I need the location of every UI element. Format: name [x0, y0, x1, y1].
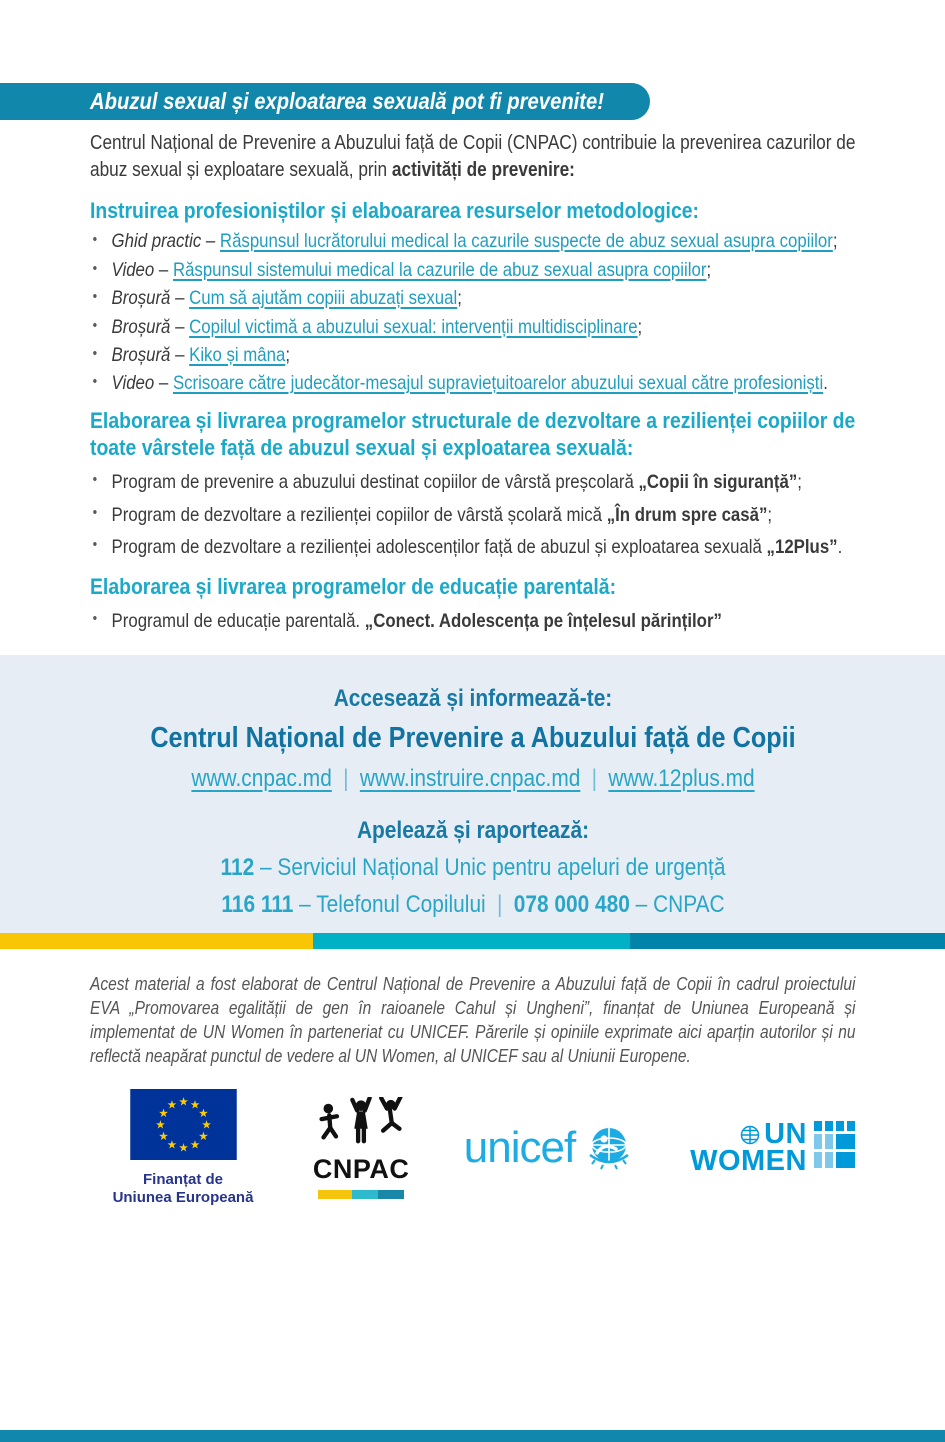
unwomen-un-text: UN: [764, 1117, 807, 1150]
svg-text:★: ★: [166, 1097, 177, 1112]
separator: |: [343, 764, 349, 792]
cnpac-logo: [313, 1097, 409, 1199]
punctuation: ;: [706, 258, 712, 281]
dash: –: [170, 343, 190, 366]
phone-number: 078 000 480: [513, 890, 630, 918]
program-text: Programul de educație parentală.: [111, 609, 365, 632]
phone-text: – CNPAC: [629, 890, 725, 918]
stripe-blue-segment: [630, 933, 945, 949]
unicef-logo: [464, 1122, 635, 1174]
phone-text: – Telefonul Copilului: [293, 890, 486, 918]
program-text: Program de prevenire a abuzului destinat copiilor de vârstă preșcolară: [111, 471, 639, 494]
unwomen-women-text: WOMEN: [690, 1145, 807, 1178]
resource-type-label: Video: [111, 258, 155, 281]
resource-type-label: Ghid practic: [111, 230, 202, 253]
cnpac-wordmark: CNPAC: [312, 1154, 410, 1185]
list-item: [90, 343, 855, 368]
unicef-emblem-icon: [583, 1122, 635, 1174]
resource-type-label: Broșură: [111, 287, 171, 310]
resource-link[interactable]: Copilul victimă a abuzului sexual: intervenții multidisciplinare: [189, 315, 638, 338]
list-item: [90, 532, 855, 563]
access-heading: Accesează și informează-te:: [333, 684, 613, 712]
punctuation: .: [837, 535, 843, 558]
list-item: [90, 258, 855, 283]
bottom-accent-bar: [0, 1430, 945, 1442]
website-link[interactable]: www.instruire.cnpac.md: [359, 764, 581, 792]
resource-link[interactable]: Kiko și mâna: [189, 343, 286, 366]
call-heading: Apelează și raportează:: [356, 816, 590, 844]
separator: |: [497, 890, 503, 918]
resource-type-label: Broșură: [111, 343, 171, 366]
svg-text:★: ★: [200, 1117, 212, 1132]
program-name: „12Plus”: [766, 535, 838, 558]
section-heading-parental: Elaborarea și livrarea programelor de educație parentală:: [90, 573, 617, 599]
list-item: [90, 315, 855, 340]
eu-caption: [108, 1171, 258, 1209]
banner-title: Abuzul sexual și exploatarea sexuală pot fi prevenite!: [90, 88, 605, 114]
intro-text: Centrul Național de Prevenire a Abuzului față de Copii (CNPAC) contribuie la prevenirea cazurilor de abuz sexual și exploatare sexuală, prin: [90, 132, 856, 181]
phone-number: 112: [220, 853, 255, 881]
list-item: [90, 286, 855, 311]
eu-flag-icon: [130, 1089, 237, 1160]
stripe-yellow-segment: [0, 933, 313, 949]
disclaimer-text: Acest material a fost elaborat de Centrul Național de Prevenire a Abuzului față de Copii în cadrul proiectului EVA „Promovarea egalității de gen în raioanele Cahul și Ungheni”, finanțat de Uniunea Europeană și implementat de UN Women în parteneriat cu UNICEF. Părerile și opiniile exprimate aici aparțin autorilor și nu reflectă neapărat punctul de vedere al UN Women, al UNICEF sau al Uniunii Europene.: [90, 973, 856, 1066]
punctuation: ;: [767, 503, 773, 526]
contact-info-box: [0, 655, 945, 933]
resource-link[interactable]: Cum să ajutăm copiii abuzați sexual: [189, 287, 458, 310]
cnpac-children-icon: [316, 1097, 406, 1147]
resources-list: [90, 229, 855, 396]
svg-text:★: ★: [166, 1137, 177, 1152]
svg-text:★: ★: [197, 1105, 209, 1120]
phone-line-hotlines: [1, 891, 945, 919]
dash: –: [201, 230, 220, 253]
website-link[interactable]: www.cnpac.md: [191, 764, 332, 792]
program-name: „Conect. Adolescența pe înțelesul părinților”: [364, 609, 722, 632]
eu-logo: [108, 1089, 258, 1209]
svg-text:★: ★: [189, 1137, 200, 1152]
list-item: [90, 371, 855, 396]
unwomen-wordmark: [690, 1117, 807, 1178]
website-link[interactable]: www.12plus.md: [608, 764, 755, 792]
website-links: [1, 765, 945, 793]
svg-text:★: ★: [154, 1117, 166, 1132]
main-content: [90, 130, 855, 637]
punctuation: .: [823, 372, 828, 395]
intro-bold: activități de prevenire:: [391, 158, 575, 181]
program-text: Program de dezvoltare a rezilienței copiilor de vârstă școlară mică: [111, 503, 607, 526]
unwomen-logo: [690, 1117, 856, 1178]
contact-info-inner: [1, 655, 945, 919]
resource-link[interactable]: Răspunsul sistemului medical la cazurile de abuz sexual asupra copiilor: [172, 258, 707, 281]
stripe-cyan-segment: [313, 933, 630, 949]
dash: –: [170, 315, 190, 338]
program-name: „În drum spre casă”: [606, 503, 768, 526]
punctuation: ;: [457, 287, 462, 310]
list-item: [90, 229, 855, 254]
svg-text:★: ★: [189, 1097, 200, 1112]
punctuation: ;: [832, 230, 838, 253]
resource-link[interactable]: Răspunsul lucrătorului medical la cazurile suspecte de abuz sexual asupra copiilor: [219, 230, 833, 253]
separator: |: [591, 764, 598, 792]
dash: –: [170, 287, 190, 310]
phone-line-112: [1, 854, 945, 882]
list-item: [90, 606, 855, 637]
resource-type-label: Video: [111, 372, 155, 395]
svg-text:★: ★: [177, 1140, 189, 1155]
unwomen-emblem-icon: [739, 1124, 761, 1146]
section-heading-programs: Elaborarea și livrarea programelor structurale de dezvoltare a rezilienței copiilor de toate vârstele față de abuzul sexual și exploatarea sexuală:: [90, 407, 856, 461]
list-item: [90, 467, 855, 498]
punctuation: ;: [797, 471, 802, 494]
program-text: Program de dezvoltare a rezilienței adolescenților față de abuzul și exploatarea sexuală: [111, 535, 767, 558]
partner-logos-row: [108, 1089, 856, 1209]
list-item: [90, 500, 855, 531]
program-name: „Copii în siguranță”: [638, 471, 798, 494]
unwomen-flag-icon: [814, 1121, 856, 1169]
eu-caption-line1: Finanțat de: [142, 1170, 223, 1188]
accent-stripe: [0, 933, 945, 949]
cnpac-tricolor-bar: [318, 1190, 404, 1199]
phone-number: 116 111: [221, 890, 294, 918]
unicef-wordmark: unicef: [463, 1123, 576, 1173]
eu-caption-line2: Uniunea Europeană: [112, 1189, 254, 1207]
resource-link[interactable]: Scrisoare către judecător-mesajul supraviețuitoarelor abuzului sexual către profesioniști: [172, 372, 824, 395]
parental-list: [90, 606, 855, 637]
punctuation: ;: [637, 315, 643, 338]
programs-list: [90, 467, 855, 563]
title-banner: [0, 83, 650, 120]
dash: –: [154, 372, 173, 395]
dash: –: [154, 258, 173, 281]
intro-paragraph: [90, 130, 855, 184]
svg-text:★: ★: [157, 1105, 169, 1120]
svg-text:★: ★: [197, 1128, 209, 1143]
section-heading-resources: Instruirea profesioniștilor și elaboararea resurselor metodologice:: [90, 197, 699, 223]
phone-text: – Serviciul Național Unic pentru apeluri de urgență: [254, 853, 726, 881]
svg-text:★: ★: [177, 1094, 189, 1109]
punctuation: ;: [285, 343, 291, 366]
svg-text:★: ★: [157, 1128, 169, 1143]
resource-type-label: Broșură: [111, 315, 171, 338]
organization-name: Centrul Național de Prevenire a Abuzului față de Copii: [150, 721, 796, 754]
